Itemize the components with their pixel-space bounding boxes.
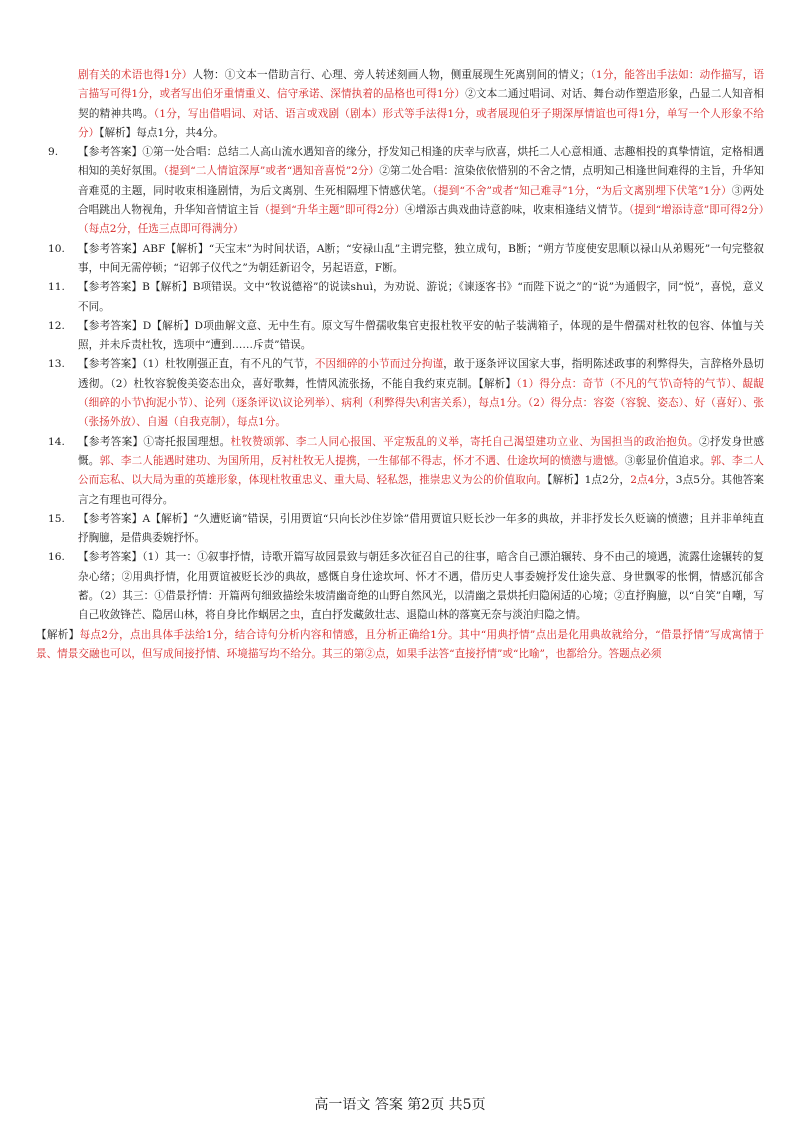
answer-body [78,548,764,625]
scoring-note: 剧有关的术语也得1分） [78,69,193,81]
scoring-note: （提到“升华主题”即可得2分） [259,204,405,217]
scoring-note: 不因细碎的小节而过分拘谨 [314,358,444,371]
answer-text: ③彰显价值追求。 [624,454,711,467]
answer-text: ④增添古典戏曲诗意韵味，收束相逢结义情节。 [405,204,629,217]
answer-item [36,317,764,356]
answer-body [78,317,764,356]
answer-body [78,278,764,317]
answer-text: ②第二处合唱：渲染依依惜别的不舍之情，点明知己相逢世间难得的主旨，升华知音难觅的主题，同时收束相逢剧情，为后文离别、生死相隔埋下情感伏笔。 [78,165,765,197]
answer-item [36,278,764,317]
answer-item [36,548,764,625]
scoring-note: （1）得分点：奇节（不凡的气节\奇特的气节）、龊龊（细碎的小节\拘泥小节）、论列（逐条评议\议论列举）、病利（利弊得失\利害关系），每点1分。（2）得分点：容姿（容貌、姿态）、好（喜好）、张（张扬外放）、自遏（自我克制），每点1分。 [78,377,764,429]
scoring-note: 杜牧赞颂郭、李二人同心报国、平定叛乱的义举，寄托自己渴望建功立业、为国担当的政治抱负。 [230,435,699,448]
answer-text: 【参考答案】ABF【解析】“天宝末”为时间状语，A断；“安禄山乱”主谓完整，独立成句，B断；“朔方节度使安思顺以禄山从弟赐死”一句完整叙事，中间无需停顿；“诏郭子仪代之”为朝廷新诏令，另起语意，F断。 [78,242,764,274]
question-number: 15. [48,512,65,525]
answer-item [36,433,764,510]
answer-list [36,143,764,625]
answer-text: ，直白抒发藏敛壮志、退隐山林的落寞无奈与淡泊归隐之情。 [300,609,587,622]
question-number: 9. [48,146,59,159]
answer-text: ②文本二通过唱词、对话、舞台动作塑造形象，凸显二人知音相契的精神共鸣。 [78,88,764,120]
answer-text: 【参考答案】A【解析】“久遭贬谪”错误，引用贾谊“只向长沙住岁馀”借用贾谊只贬长沙一年多的典故，并非抒发长久贬谪的愤懑；且并非单纯直抒胸臆，是借典委婉抒怀。 [78,512,764,545]
analysis-paragraph [36,626,764,665]
answer-body [78,510,764,549]
question-number: 13. [48,358,65,371]
answer-body [78,240,764,279]
answer-text: ③两处合唱跳出人物视角，升华知音情谊主旨 [78,184,765,217]
answer-item [36,240,764,279]
answer-body [78,433,764,510]
question-number: 12. [48,319,65,332]
answer-text: 【解析】每点1分，共4分。 [99,126,224,139]
answer-item [36,143,764,239]
scoring-note: （1分，能答出手法如：动作描写，语言描写可得1分，或者写出伯牙重情重义、信守承诺、深情执着的品格也可得1分） [78,69,764,101]
answer-body [78,355,764,432]
question-number: 14. [48,435,65,448]
scoring-note: 郭、李二人公而忘私、以大局为重的英雄形象，体现杜牧重忠义、重大局、轻私怨，推崇忠义为公的价值取向。 [78,454,765,487]
answer-text: 【参考答案】（1）其一：①叙事抒情，诗歌开篇写故园景致与朝廷多次征召自己的往事，暗含自己漂泊辗转、身不由己的境遇，流露仕途辗转的复杂心绪；②用典抒情，化用贾谊被贬长沙的典故，感慨自身仕途坎坷、怀才不遇，借历史人事委婉抒发仕途失意、身世飘零的怅惘，情感沉郁含蓄。（2）其三：①借景抒情：开篇两句细致描绘朱坡清幽奇绝的山野自然风光，以清幽之景烘托归隐闲适的心境；②直抒胸臆，以“自笑”自嘲，写自己收敛锋芒、隐居山林，将自身比作蜗居之 [78,551,764,622]
answer-body [78,143,764,239]
answer-text: ，敢于逐条评议国家大事，指明陈述政事的利弊得失，言辞格外恳切透彻。（2）杜牧容貌俊美姿态出众，喜好歌舞，性情风流张扬，不能自我约束克制。【解析】 [78,358,764,390]
answer-text: 【参考答案】B【解析】B项错误。文中“牧说德裕”的说读shuì，为劝说、游说；《谏逐客书》“而陛下说之”的“说”为通假字，同“悦”，喜悦，意义不同。 [78,281,764,313]
answer-item [36,510,764,549]
scoring-note: （提到“二人情谊深厚”或者“遇知音喜悦”2分） [163,165,380,178]
scoring-note: 郭、李二人能遇时建功、为国所用，反衬杜牧无人提携，一生郁郁不得志，怀才不遇、仕途坎坷的愤懑与遗憾。 [99,454,625,467]
scoring-note: 2点4分 [630,474,666,487]
question-number: 11. [48,281,65,294]
scoring-note: （提到“增添诗意”即可得2分）（每点2分，任选三点即可得满分） [78,204,764,236]
answer-text: 【参考答案】（1）杜牧刚强正直，有不凡的气节， [78,358,315,371]
answer-text: 【解析】 [36,628,80,641]
scoring-note: 虫 [289,609,301,622]
scoring-note: （提到“不舍”或者“知己难寻”1分，“为后文离别埋下伏笔”1分） [432,184,732,197]
answer-text: 【解析】1点2分， [547,474,631,487]
answer-text: ，3点5分。其他答案言之有理也可得分。 [78,474,765,506]
intro-paragraph [36,66,764,143]
scoring-note: （1分，写出借唱词、对话、语言或戏剧（剧本）形式等手法得1分，或者展现伯牙子期深厚情谊也可得1分，单写一个人形象不给分） [78,107,764,139]
scoring-note: 每点2分，点出具体手法给1分，结合诗句分析内容和情感，且分析正确给1分。其中“用典抒情”点出是化用典故就给分，“借景抒情”写成寓情于景、情景交融也可以，但写成间接抒情、环境描写均不给分。其三的第②点，如果手法答“直接抒情”或“比喻”，也都给分。答题点必须 [36,628,764,660]
answer-item [36,355,764,432]
answer-text: ②抒发身世感慨。 [78,435,765,467]
answer-text: 【参考答案】①第一处合唱：总结二人高山流水遇知音的缘分，抒发知己相逢的庆幸与欣喜，烘托二人心意相通、志趣相投的真挚情谊，定格相遇相知的美好氛围。 [78,146,764,178]
answer-text: 人物：①文本一借助言行、心理、旁人转述刻画人物，侧重展现生死离别间的情义； [192,69,591,81]
page-footer: 高一语文 答案 第2页 共5页 [314,1097,486,1113]
answer-text: 【参考答案】D【解析】D项曲解文意、无中生有。原文写牛僧孺收集官吏报杜牧平安的帖子装满箱子，体现的是牛僧孺对杜牧的包容、体恤与关照，并未斥责杜牧，选项中“遭到……斥责”错误。 [78,319,764,352]
question-number: 16. [48,551,65,564]
question-number: 10. [48,242,65,255]
answer-text: 【参考答案】①寄托报国理想。 [78,435,231,448]
